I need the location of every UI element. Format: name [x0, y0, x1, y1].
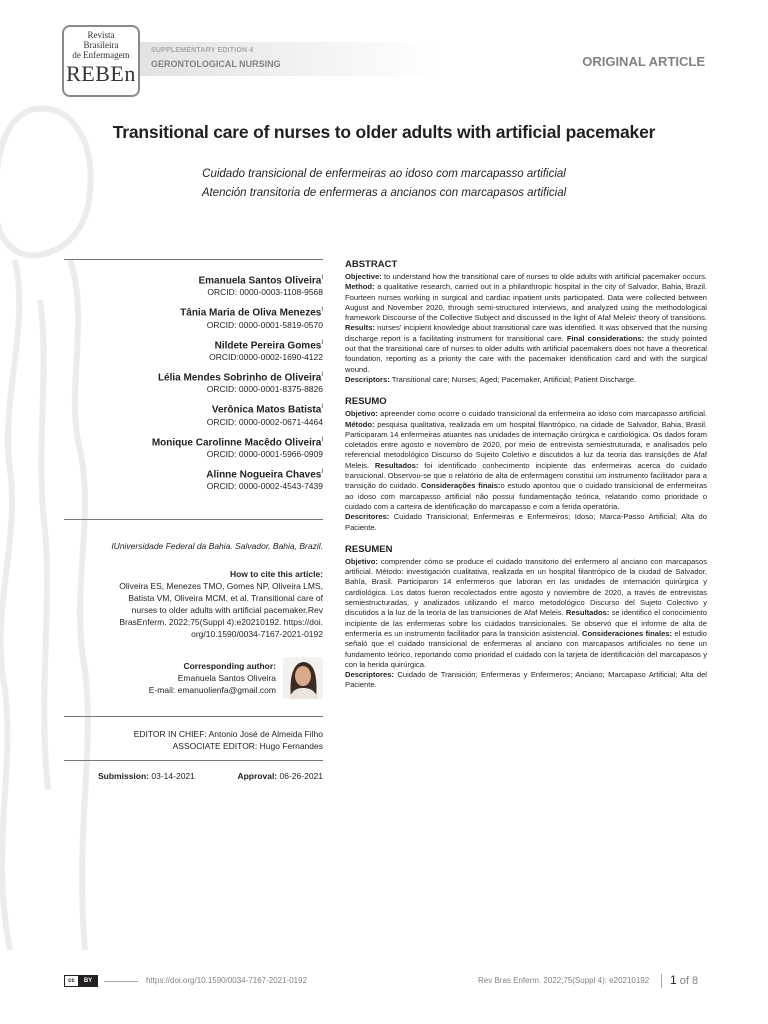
watermark-figure: [0, 70, 110, 970]
logo-text-big: REBEn: [66, 61, 136, 86]
corresponding-email[interactable]: E-mail: emanuolienfa@gmail.com: [148, 685, 276, 695]
supplementary-label: SUPPLEMENTARY EDITION 4: [151, 47, 254, 54]
corresponding-heading: Corresponding author:: [183, 661, 276, 671]
section-label: GERONTOLOGICAL NURSING: [151, 59, 281, 69]
logo-text-line1: Revista: [87, 30, 115, 40]
abstracts-column: [345, 259, 707, 702]
footer-divider: [104, 981, 138, 982]
author-orcid[interactable]: ORCID: 0000-0001-8375-8826: [206, 384, 323, 395]
author-name: Monique Carolinne Macêdo Oliveira: [151, 436, 322, 448]
subtitle-spanish: Atención transitoria de enfermeras a ancianos con marcapasos artificial: [201, 187, 567, 199]
citation-line: nurses to older adults with artificial pacemaker.Rev: [131, 605, 323, 615]
abstract-text: Objective: to understand how the transitional care of nurses to olde adults with artificial pacemaker occurs. Method: a qualitative research, carried out in a philanthropic hospital in the city of Salvador, Bahia, Brazil. Fourteen nurses working in surgical and cardiac inpatient units participated. Data were collected between August and November 2020, through semi-structured interviews, and analyzed using the methodological framework Discourse of the Collective Subject and discussed in the light of Afaf Meleis' theory of transitions. Results: nurses' incipient knowledge about transitional care was identified. It was observed that the nursing discharge report is a facilitating instrument for transitional care. Final considerations: the study pointed out that the transitional care of nurses to older adults with artificial pacemakers does not have a theoretical foundation, reporting as a priority the care with the pacemaker identification card and with the surgical wound. Descriptors: Transitional care; Nurses; Aged; Pacemaker, Artificial; Patient Discharge.: [345, 272, 707, 384]
editors: [64, 728, 323, 752]
resumo-section: [345, 396, 707, 533]
author-affiliation-mark: I: [321, 275, 323, 281]
subtitle-portuguese: Cuidado transicional de enfermeiras ao idoso com marcapasso artificial: [202, 168, 566, 180]
resumen-heading: RESUMEN: [345, 543, 393, 555]
footer-separator: [661, 974, 662, 988]
article-type: ORIGINAL ARTICLE: [582, 54, 705, 69]
page-number: 1 of 8: [670, 973, 699, 987]
author-orcid[interactable]: ORCID: 0000-0003-1108-9568: [207, 287, 323, 298]
citation-line[interactable]: BrasEnferm. 2022;75(Suppl 4):e20210192. https://doi.: [119, 617, 323, 627]
author-name: Emanuela Santos Oliveira: [198, 275, 322, 287]
approval-date: Approval: 06-26-2021: [237, 771, 323, 781]
associate-editor: ASSOCIATE EDITOR: Hugo Fernandes: [172, 741, 323, 751]
author-orcid[interactable]: ORCID:0000-0002-1690-4122: [209, 351, 323, 362]
author-entry: [64, 401, 323, 427]
citation-block: [64, 568, 323, 640]
author-affiliation-mark: I: [321, 307, 323, 314]
citation-line: Batista VM, Oliveira MCM, et al. Transitional care of: [128, 593, 323, 603]
affiliation: IUniversidade Federal da Bahia. Salvador, Bahia, Brazil.: [111, 541, 323, 551]
author-affiliation-mark: I: [321, 339, 323, 346]
abstract-section: [345, 259, 707, 385]
author-affiliation-mark: I: [321, 404, 323, 411]
resumo-text: Objetivo: apreender como ocorre o cuidado transicional da enfermeira ao idoso com marcapasso artificial. Método: pesquisa qualitativa, realizada em um hospital filantrópico, na cidade de Salvador, Bahia, Brasil. Participaram 14 enfermeiras atuantes nas unidades de internação cirúrgica e cardiológica. Os dados foram coletados entre agosto e novembro de 2020, por meio de entrevista semiestruturada, e analisados pelo referencial metodológico Discurso do Sujeito Coletivo e discutidos à luz da teoria das transições de Afaf Meleis. Resultados: foi identificado conhecimento incipiente das enfermeiras acerca do cuidado transicional. Observou-se que o relatório de alta de enfermagem constitui um instrumento facilitador para a transição do cuidado. Considerações finais:o estudo apontou que o cuidado transicional de enfermeiras ao idoso com marcapasso artificial não possui fundamentação teórica, relatando como prioridade o cuidado com a carteira de identificação do marcapasso e com a ferida operatória. Descritores: Cuidado Transicional; Enfermeiras e Enfermeiros; Idoso; Marca-Passo Artificial; Alta do Paciente.: [345, 409, 707, 532]
resumen-section: [345, 544, 707, 691]
author-entry: [64, 272, 323, 298]
author-entry: [64, 304, 323, 330]
author-entry: [64, 434, 323, 460]
author-entry: [64, 466, 323, 492]
divider: [64, 259, 323, 260]
author-affiliation-mark: I: [321, 468, 323, 475]
author-orcid[interactable]: ORCID: 0000-0001-5819-0570: [206, 319, 323, 330]
citation-line: Oliveira ES, Menezes TMO, Gomes NP, Oliveira LMS,: [119, 581, 323, 591]
corresponding-author: [64, 660, 276, 696]
logo-text-line2: Brasileira: [83, 40, 119, 50]
logo-text-line3: de Enfermagem: [72, 50, 130, 60]
page-footer: [64, 973, 704, 989]
author-name: Nildete Pereira Gomes: [214, 339, 322, 351]
author-orcid[interactable]: ORCID: 0000-0002-0671-4464: [206, 416, 323, 427]
author-name: Verônica Matos Batista: [211, 404, 322, 416]
corresponding-name: Emanuela Santos Oliveira: [177, 673, 276, 683]
author-affiliation-mark: I: [321, 436, 323, 443]
resumen-text: Objetivo: comprender cómo se produce el cuidado transitorio del enfermero al anciano con marcapasos artificial. Método: investigación cualitativa, realizada en un hospital filantrópico de la ciudad de Salvador, Bahía, Brasil. Participaron 14 enfermeros que laboran en las unidades de internación quirúrgica y cardiológica. Los datos fueron recolectados entre agosto y noviembre de 2020, a través de entrevistas semiestructuradas, y analizados utilizando el marco metodológico Discurso del Sujeto Colectivo y discutidos a la luz de la teoría de las transiciones de Afaf Meleis. Resultados: se identificó el conocimiento incipiente de las enfermeras sobre los cuidados transicionales. Se observó que el informe de alta de enfermería es un instrumento facilitador para la transición asistencial. Consideraciones finales: el estudio señaló que el cuidado transicional de enfermeras al anciano con marcapasos artificiales no tiene un fundamento teórico, reportando como prioridad el cuidado con la tarjeta de identificación del marcapasos y con la herida quirúrgica. Descriptores: Cuidado de Transición; Enfermeras y Enfermeros; Anciano; Marcapaso Artificial; Alta del Paciente.: [345, 556, 708, 690]
citation-line[interactable]: org/10.1590/0034-7167-2021-0192: [191, 629, 323, 639]
author-entry: [64, 337, 323, 363]
author-affiliation-mark: I: [321, 371, 323, 378]
divider: [64, 519, 323, 520]
author-name: Tânia Maria de Oliva Menezes: [180, 307, 322, 319]
article-title: Transitional care of nurses to older adults with artificial pacemaker: [112, 122, 656, 142]
author-list: [64, 272, 323, 498]
author-entry: [64, 369, 323, 395]
submission-date: Submission: 03-14-2021: [98, 771, 195, 781]
footer-reference: Rev Bras Enferm. 2022;75(Suppl 4): e20210192: [478, 976, 650, 985]
editor-in-chief: EDITOR IN CHIEF: Antonio José de Almeida Filho: [133, 729, 323, 739]
resumo-heading: RESUMO: [345, 396, 387, 408]
author-orcid[interactable]: ORCID: 0000-0001-5966-0909: [206, 448, 323, 459]
divider: [64, 716, 323, 717]
footer-doi-link[interactable]: https://doi.org/10.1590/0034-7167-2021-0192: [146, 976, 308, 985]
journal-logo: [62, 25, 140, 97]
author-orcid[interactable]: ORCID: 0000-0002-4543-7439: [206, 481, 323, 492]
citation-heading: How to cite this article:: [229, 569, 323, 579]
divider: [64, 760, 323, 761]
author-photo: [283, 657, 323, 699]
cc-license-icon[interactable]: cc BY: [64, 975, 98, 987]
abstract-heading: ABSTRACT: [345, 259, 398, 270]
author-name: Alinne Nogueira Chaves: [206, 469, 322, 481]
author-name: Lélia Mendes Sobrinho de Oliveira: [157, 372, 322, 384]
